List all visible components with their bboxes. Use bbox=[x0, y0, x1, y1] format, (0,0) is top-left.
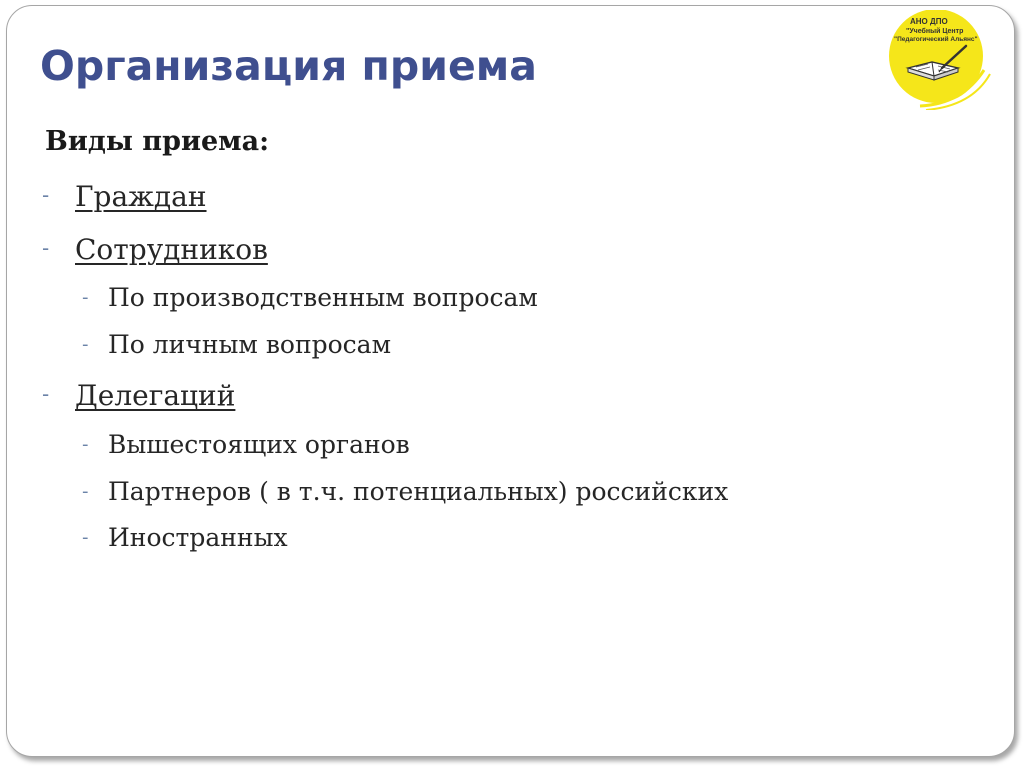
bullet-dash: - bbox=[82, 287, 89, 308]
sub-list-item-label: По производственным вопросам bbox=[108, 283, 538, 312]
sub-list-item-label: Партнеров ( в т.ч. потенциальных) российских bbox=[108, 477, 729, 506]
sub-list-item-label: Вышестоящих органов bbox=[108, 430, 410, 459]
slide-title: Организация приема bbox=[40, 42, 537, 90]
bullet-dash: - bbox=[42, 183, 50, 207]
sub-list-item-label: Иностранных bbox=[108, 523, 288, 552]
list-item-label: Сотрудников bbox=[75, 233, 268, 266]
organization-logo bbox=[882, 10, 992, 110]
bullet-dash: - bbox=[82, 527, 89, 548]
sub-list-item-label: По личным вопросам bbox=[108, 330, 392, 359]
bullet-dash: - bbox=[82, 334, 89, 355]
section-heading: Виды приема: bbox=[45, 126, 270, 157]
bullet-dash: - bbox=[42, 382, 50, 406]
logo-line-2: "Учебный Центр bbox=[906, 28, 964, 35]
list-item bbox=[42, 233, 268, 266]
sub-list-item bbox=[82, 330, 391, 359]
sub-list-item bbox=[82, 477, 728, 506]
bullet-dash: - bbox=[82, 481, 89, 502]
sub-list-item bbox=[82, 523, 288, 552]
bullet-dash: - bbox=[42, 236, 50, 260]
list-item-label: Делегаций bbox=[75, 379, 236, 412]
logo-line-3: "Педагогический Альянс" bbox=[894, 36, 978, 43]
logo-line-1: АНО ДПО bbox=[910, 17, 948, 26]
list-item-label: Граждан bbox=[75, 180, 207, 213]
list-item bbox=[42, 180, 207, 213]
list-item bbox=[42, 379, 235, 412]
bullet-dash: - bbox=[82, 434, 89, 455]
sub-list-item bbox=[82, 283, 538, 312]
logo-graphic bbox=[882, 10, 992, 110]
sub-list-item bbox=[82, 430, 410, 459]
